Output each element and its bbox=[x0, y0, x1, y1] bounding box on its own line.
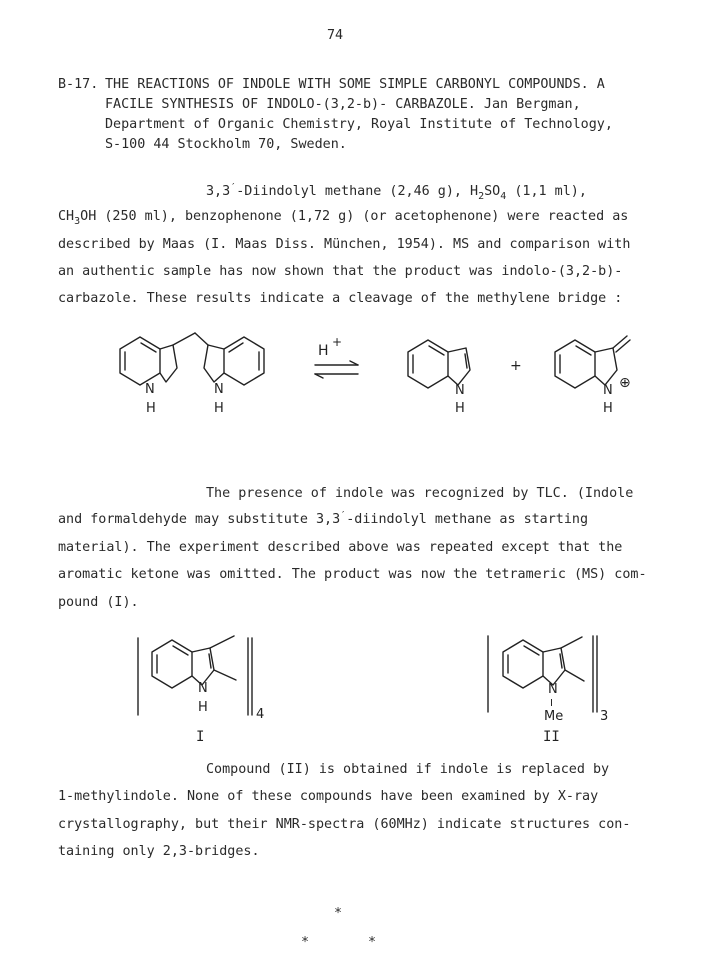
prime-mark: ′ bbox=[340, 510, 347, 521]
p2-text: -diindolyl methane as starting bbox=[346, 512, 589, 527]
compound-i-n: N bbox=[198, 681, 208, 696]
author-address: S-100 44 Stockholm 70, Sweden. bbox=[105, 137, 347, 152]
catalyst-charge: + bbox=[332, 335, 343, 349]
p1-text: 3,3 bbox=[206, 184, 231, 199]
compound-i-label: I bbox=[196, 729, 205, 745]
cation-charge: ⊕ bbox=[619, 375, 631, 391]
atom-n-4: N bbox=[603, 383, 613, 398]
atom-n-3: N bbox=[455, 383, 465, 398]
compound-ii-bond: I bbox=[550, 698, 553, 709]
compound-ii-n: N bbox=[548, 682, 558, 697]
separator-star: * bbox=[334, 906, 343, 921]
compound-ii-me: Me bbox=[544, 709, 564, 724]
abstract-title-text: FACILE SYNTHESIS OF INDOLO-(3,2-b)- CARBAZOLE. bbox=[105, 97, 476, 112]
atom-n-2: N bbox=[214, 382, 224, 397]
p1-text: OH (250 ml), benzophenone (1,72 g) (or acetophenone) were reacted as bbox=[80, 209, 629, 224]
compound-ii-subscript: 3 bbox=[600, 709, 609, 724]
abstract-number: B-17. bbox=[58, 77, 99, 92]
author-name: Jan Bergman, bbox=[483, 97, 581, 112]
plus-sign: + bbox=[510, 358, 522, 374]
separator-star: * bbox=[368, 935, 377, 950]
compound-ii-label: II bbox=[543, 729, 560, 745]
subscript: 4 bbox=[500, 191, 507, 202]
compound-i-subscript: 4 bbox=[256, 707, 265, 722]
p3-line1: Compound (II) is obtained if indole is replaced by bbox=[206, 762, 610, 777]
subscript: 3 bbox=[74, 216, 81, 227]
p2-text: and formaldehyde may substitute 3,3 bbox=[58, 512, 341, 527]
p3-line2: 1-methylindole. None of these compounds have been examined by X-ray bbox=[58, 789, 599, 804]
p2-line3: material). The experiment described above was repeated except that the bbox=[58, 540, 623, 555]
atom-h-3: H bbox=[455, 401, 465, 416]
atom-h-2: H bbox=[214, 401, 224, 416]
atom-h-1: H bbox=[146, 401, 156, 416]
compound-ii-structure bbox=[488, 636, 597, 712]
catalyst-h: H bbox=[318, 343, 329, 359]
prime-mark: ′ bbox=[230, 182, 237, 193]
atom-h-4: H bbox=[603, 401, 613, 416]
p1-text: SO bbox=[484, 184, 501, 199]
p1-text: -Diindolyl methane (2,46 g), H bbox=[236, 184, 479, 199]
atom-n-1: N bbox=[145, 382, 155, 397]
p1-line4: an authentic sample has now shown that the product was indolo-(3,2-b)- bbox=[58, 264, 623, 279]
p3-line4: taining only 2,3-bridges. bbox=[58, 844, 260, 859]
separator-star: * bbox=[301, 935, 310, 950]
page-number: 74 bbox=[327, 28, 344, 43]
p2-line4: aromatic ketone was omitted. The product was now the tetrameric (MS) com- bbox=[58, 567, 647, 582]
p1-line5: carbazole. These results indicate a cleavage of the methylene bridge : bbox=[58, 291, 623, 306]
p1-text: CH bbox=[58, 209, 75, 224]
p1-line3: described by Maas (I. Maas Diss. München, 1954). MS and comparison with bbox=[58, 237, 631, 252]
abstract-title-line1: THE REACTIONS OF INDOLE WITH SOME SIMPLE CARBONYL COMPOUNDS. A bbox=[105, 77, 605, 92]
compound-i-structure bbox=[138, 636, 252, 715]
subscript: 2 bbox=[478, 191, 485, 202]
p2-line5: pound (I). bbox=[58, 595, 139, 610]
p1-text: (1,1 ml), bbox=[506, 184, 587, 199]
author-affiliation: Department of Organic Chemistry, Royal Institute of Technology, bbox=[105, 117, 613, 132]
p3-line3: crystallography, but their NMR-spectra (60MHz) indicate structures con- bbox=[58, 817, 631, 832]
p2-line1: The presence of indole was recognized by TLC. (Indole bbox=[206, 486, 634, 501]
compound-i-h: H bbox=[198, 700, 208, 715]
